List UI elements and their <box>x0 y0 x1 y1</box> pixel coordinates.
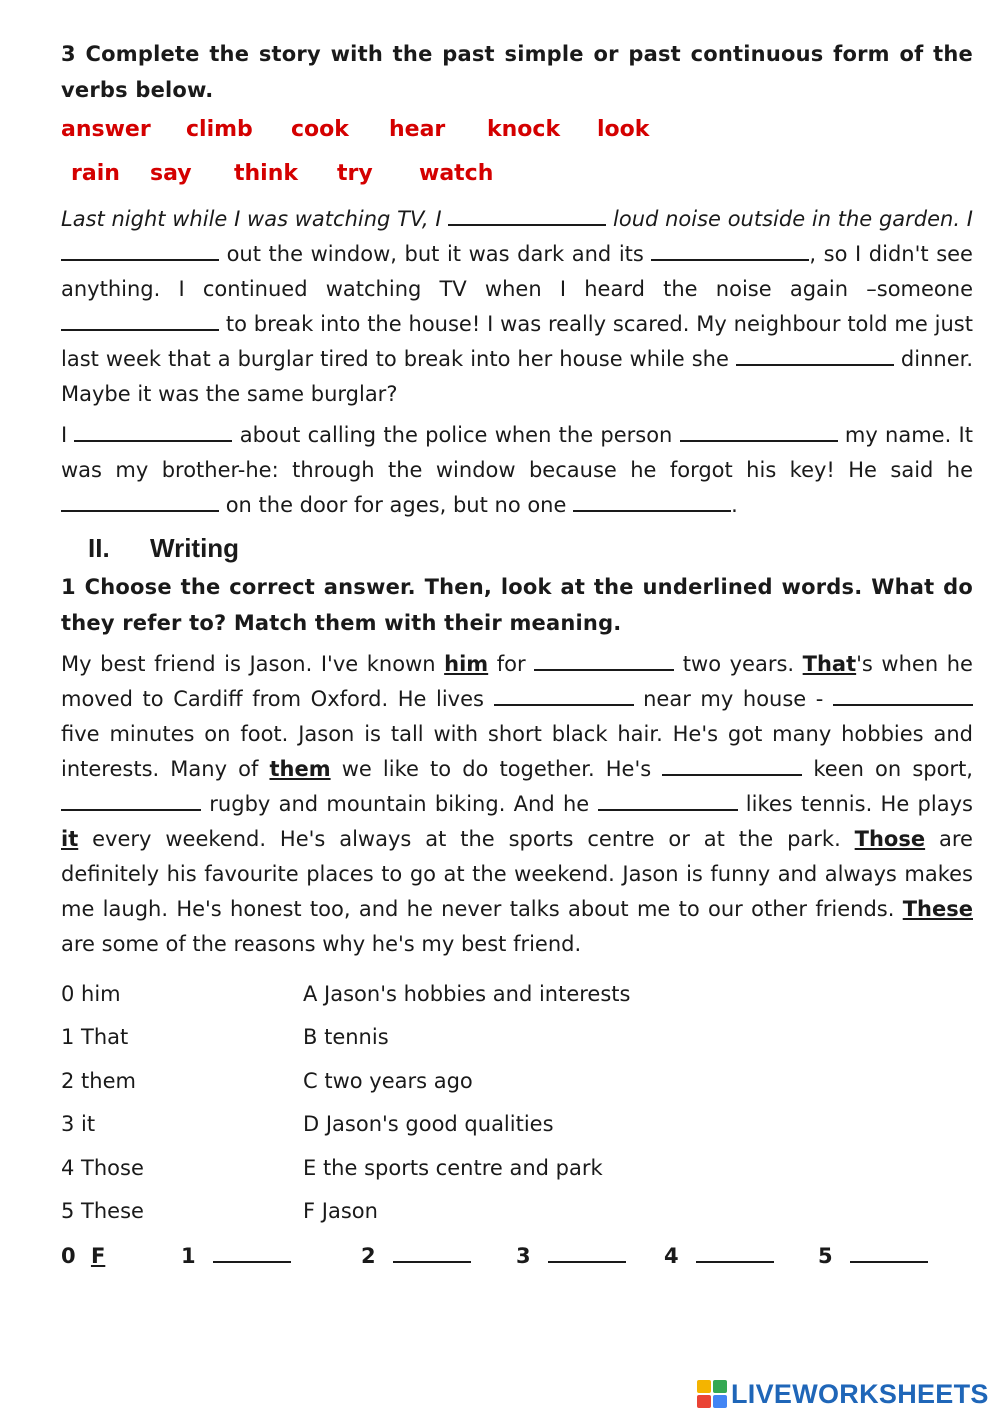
story-text: loud noise outside in the garden. I <box>613 207 973 231</box>
answer-number: 4 <box>664 1244 679 1268</box>
match-right-item: B tennis <box>303 1025 389 1049</box>
answer-blank[interactable] <box>494 682 634 706</box>
passage-text: five minutes on foot. Jason is tall with short black hair. He's got many hobbies and interests. Many of <box>61 722 973 781</box>
verb-item: knock <box>487 117 561 142</box>
story-text: about calling the police when the person <box>239 423 673 447</box>
answer-blank[interactable] <box>61 307 219 331</box>
match-row <box>61 1189 973 1233</box>
match-right-item: F Jason <box>303 1199 378 1223</box>
answer-slot <box>361 1234 471 1278</box>
verb-item: hear <box>389 117 446 142</box>
match-left-item: 2 them <box>61 1069 136 1093</box>
match-row <box>61 1146 973 1190</box>
answer-slot <box>818 1234 928 1278</box>
answer-blank[interactable] <box>833 682 973 706</box>
story-text: out the window, but it was dark and its <box>226 242 644 266</box>
answer-blank[interactable] <box>213 1239 291 1263</box>
underlined-word: them <box>269 757 331 781</box>
verb-item: rain <box>71 161 120 186</box>
liveworksheets-logo <box>697 1376 989 1412</box>
answer-slot <box>664 1234 774 1278</box>
passage-text: every weekend. He's always at the sports centre or at the park. <box>92 827 841 851</box>
verb-item: try <box>337 161 373 186</box>
match-row <box>61 1015 973 1059</box>
answer-blank[interactable] <box>61 237 219 261</box>
answer-blank[interactable] <box>651 237 809 261</box>
underlined-word: it <box>61 827 79 851</box>
match-row <box>61 972 973 1016</box>
match-left-item: 0 him <box>61 982 121 1006</box>
match-left-item: 4 Those <box>61 1156 144 1180</box>
answer-slot <box>516 1234 626 1278</box>
verb-item: look <box>597 117 650 142</box>
underlined-word: Those <box>854 827 926 851</box>
answer-blank[interactable] <box>548 1239 626 1263</box>
answer-blank[interactable] <box>696 1239 774 1263</box>
section-number: II. <box>88 533 110 563</box>
story-text: , so I didn't see anything. I continued watching TV when I heard the noise again –someone <box>61 242 973 301</box>
story-paragraph-1 <box>61 202 973 412</box>
match-left-item: 3 it <box>61 1112 96 1136</box>
passage-text: for <box>496 652 526 676</box>
answer-blank[interactable] <box>850 1239 928 1263</box>
match-right-item: A Jason's hobbies and interests <box>303 982 631 1006</box>
verb-item: think <box>234 161 299 186</box>
reading-passage <box>61 647 973 962</box>
answer-slot <box>181 1234 291 1278</box>
passage-text: near my house - <box>643 687 824 711</box>
section-heading <box>88 529 973 567</box>
logo-square <box>713 1380 727 1393</box>
match-right-item: C two years ago <box>303 1069 473 1093</box>
answer-row <box>61 1234 973 1278</box>
answer-blank[interactable] <box>61 488 219 512</box>
answer-blank[interactable] <box>598 787 738 811</box>
logo-square <box>697 1380 711 1393</box>
answer-number: 3 <box>516 1244 531 1268</box>
match-left-item: 5 These <box>61 1199 144 1223</box>
answer-number: 5 <box>818 1244 833 1268</box>
answer-blank[interactable] <box>74 418 232 442</box>
section-title: Writing <box>150 533 240 563</box>
passage-text: 's when he moved to Cardiff from Oxford. He lives <box>61 652 973 711</box>
answer-blank[interactable] <box>393 1239 471 1263</box>
logo-text: LIVEWORKSHEETS <box>731 1378 989 1409</box>
passage-text: keen on sport, <box>813 757 973 781</box>
answer-blank[interactable] <box>534 647 674 671</box>
verb-list-row2 <box>61 152 973 196</box>
exercise3-instruction: 3 Complete the story with the past simple or past continuous form of the verbs below. <box>61 42 973 102</box>
story-paragraph-2 <box>61 418 973 523</box>
story-text: I <box>61 423 68 447</box>
answer-example <box>61 1234 105 1278</box>
passage-text: are some of the reasons why he's my best friend. <box>61 932 582 956</box>
verb-item: answer <box>61 117 151 142</box>
story-text: to break into the house! I was really scared. My neighbour told me just last week that a burglar tired to break into her house while she <box>61 312 973 371</box>
match-right-item: D Jason's good qualities <box>303 1112 554 1136</box>
passage-text: rugby and mountain biking. And he <box>209 792 590 816</box>
passage-text: two years. <box>682 652 795 676</box>
story-text: . <box>731 493 738 517</box>
passage-text: likes tennis. He plays <box>745 792 973 816</box>
passage-text: My best friend is Jason. I've known <box>61 652 436 676</box>
story-text: on the door for ages, but no one <box>225 493 567 517</box>
story-text: dinner. Maybe it was the same burglar? <box>61 347 973 406</box>
verb-item: say <box>150 161 192 186</box>
underlined-word: These <box>902 897 973 921</box>
verb-item: cook <box>291 117 349 142</box>
answer-value: F <box>90 1244 106 1268</box>
match-row <box>61 1059 973 1103</box>
verb-item: climb <box>186 117 253 142</box>
story-text: my name. It was my brother-he: through the window because he forgot his key! He said he <box>61 423 973 482</box>
story-text: Last night while I was watching TV, I <box>61 207 442 231</box>
underlined-word: him <box>444 652 489 676</box>
match-left-item: 1 That <box>61 1025 129 1049</box>
answer-blank[interactable] <box>680 418 838 442</box>
match-row <box>61 1102 973 1146</box>
logo-square <box>697 1395 711 1408</box>
verb-item: watch <box>419 161 494 186</box>
verb-list-row1 <box>61 108 973 152</box>
worksheet-page <box>61 36 973 1278</box>
answer-number: 2 <box>361 1244 376 1268</box>
exercise1-instruction: 1 Choose the correct answer. Then, look at the underlined words. What do they refer to? Match them with their meaning. <box>61 575 973 635</box>
match-right-item: E the sports centre and park <box>303 1156 603 1180</box>
answer-blank[interactable] <box>662 752 802 776</box>
answer-blank[interactable] <box>61 787 201 811</box>
answer-blank[interactable] <box>736 342 894 366</box>
answer-blank[interactable] <box>573 488 731 512</box>
underlined-word: That <box>802 652 857 676</box>
logo-square <box>713 1395 727 1408</box>
passage-text: we like to do together. He's <box>341 757 652 781</box>
logo-icon <box>697 1380 727 1408</box>
matching-list <box>61 972 973 1234</box>
answer-number: 1 <box>181 1244 196 1268</box>
answer-number: 0 <box>61 1244 76 1268</box>
answer-blank[interactable] <box>448 202 606 226</box>
passage-text: are definitely his favourite places to go at the weekend. Jason is funny and always makes me laugh. He's honest too, and he never talks about me to our other friends. <box>61 827 973 921</box>
